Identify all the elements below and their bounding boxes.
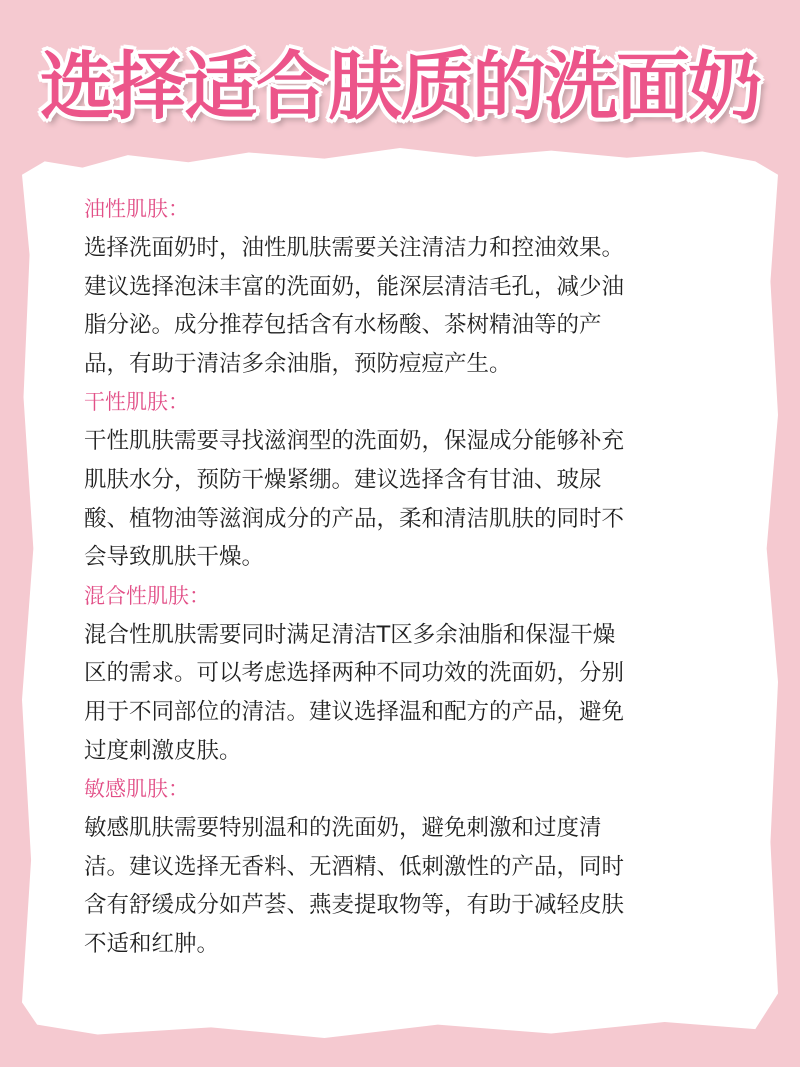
section-text-line: 混合性肌肤需要同时满足清洁T区多余油脂和保湿干燥 xyxy=(84,621,616,648)
section-text-line: 会导致肌肤干燥。 xyxy=(84,544,265,571)
section-text-line: 脂分泌。成分推荐包括含有水杨酸、茶树精油等的产 xyxy=(84,312,602,339)
section-text-line: 干性肌肤需要寻找滋润型的洗面奶，保湿成分能够补充 xyxy=(84,428,625,455)
section-text-line: 品，有助于清洁多余油脂，预防痘痘产生。 xyxy=(84,350,512,377)
section-text-line: 肌肤水分，预防干燥紧绷。建议选择含有甘油、玻尿 xyxy=(84,466,602,493)
section xyxy=(84,577,744,770)
section-text-line: 洁。建议选择无香料、无酒精、低刺激性的产品，同时 xyxy=(84,853,625,880)
content xyxy=(84,190,744,964)
page-title: 选择适合肤质的洗面奶 xyxy=(40,44,760,130)
section-text-line: 不适和红肿。 xyxy=(84,930,220,957)
section-heading: 敏感肌肤： xyxy=(84,777,189,802)
section-text-line: 用于不同部位的清洁。建议选择温和配方的产品，避免 xyxy=(84,698,625,725)
section-text-line: 选择洗面奶时，油性肌肤需要关注清洁力和控油效果。 xyxy=(84,235,625,261)
section xyxy=(84,190,744,383)
section-text-line: 建议选择泡沫丰富的洗面奶，能深层清洁毛孔，减少油 xyxy=(84,273,625,300)
section-heading: 油性肌肤： xyxy=(84,197,189,221)
section-text-line: 区的需求。可以考虑选择两种不同功效的洗面奶，分别 xyxy=(84,660,625,687)
section-text-line: 含有舒缓成分如芦荟、燕麦提取物等，有助于减轻皮肤 xyxy=(84,892,625,919)
section-heading: 干性肌肤： xyxy=(84,390,189,415)
section xyxy=(84,770,744,963)
section-text-line: 酸、植物油等滋润成分的产品，柔和清洁肌肤的同时不 xyxy=(84,505,625,532)
section xyxy=(84,383,744,576)
section-text-line: 过度刺激皮肤。 xyxy=(84,737,242,764)
section-heading: 混合性肌肤： xyxy=(84,583,210,608)
section-text-line: 敏感肌肤需要特别温和的洗面奶，避免刺激和过度清 xyxy=(84,815,602,842)
